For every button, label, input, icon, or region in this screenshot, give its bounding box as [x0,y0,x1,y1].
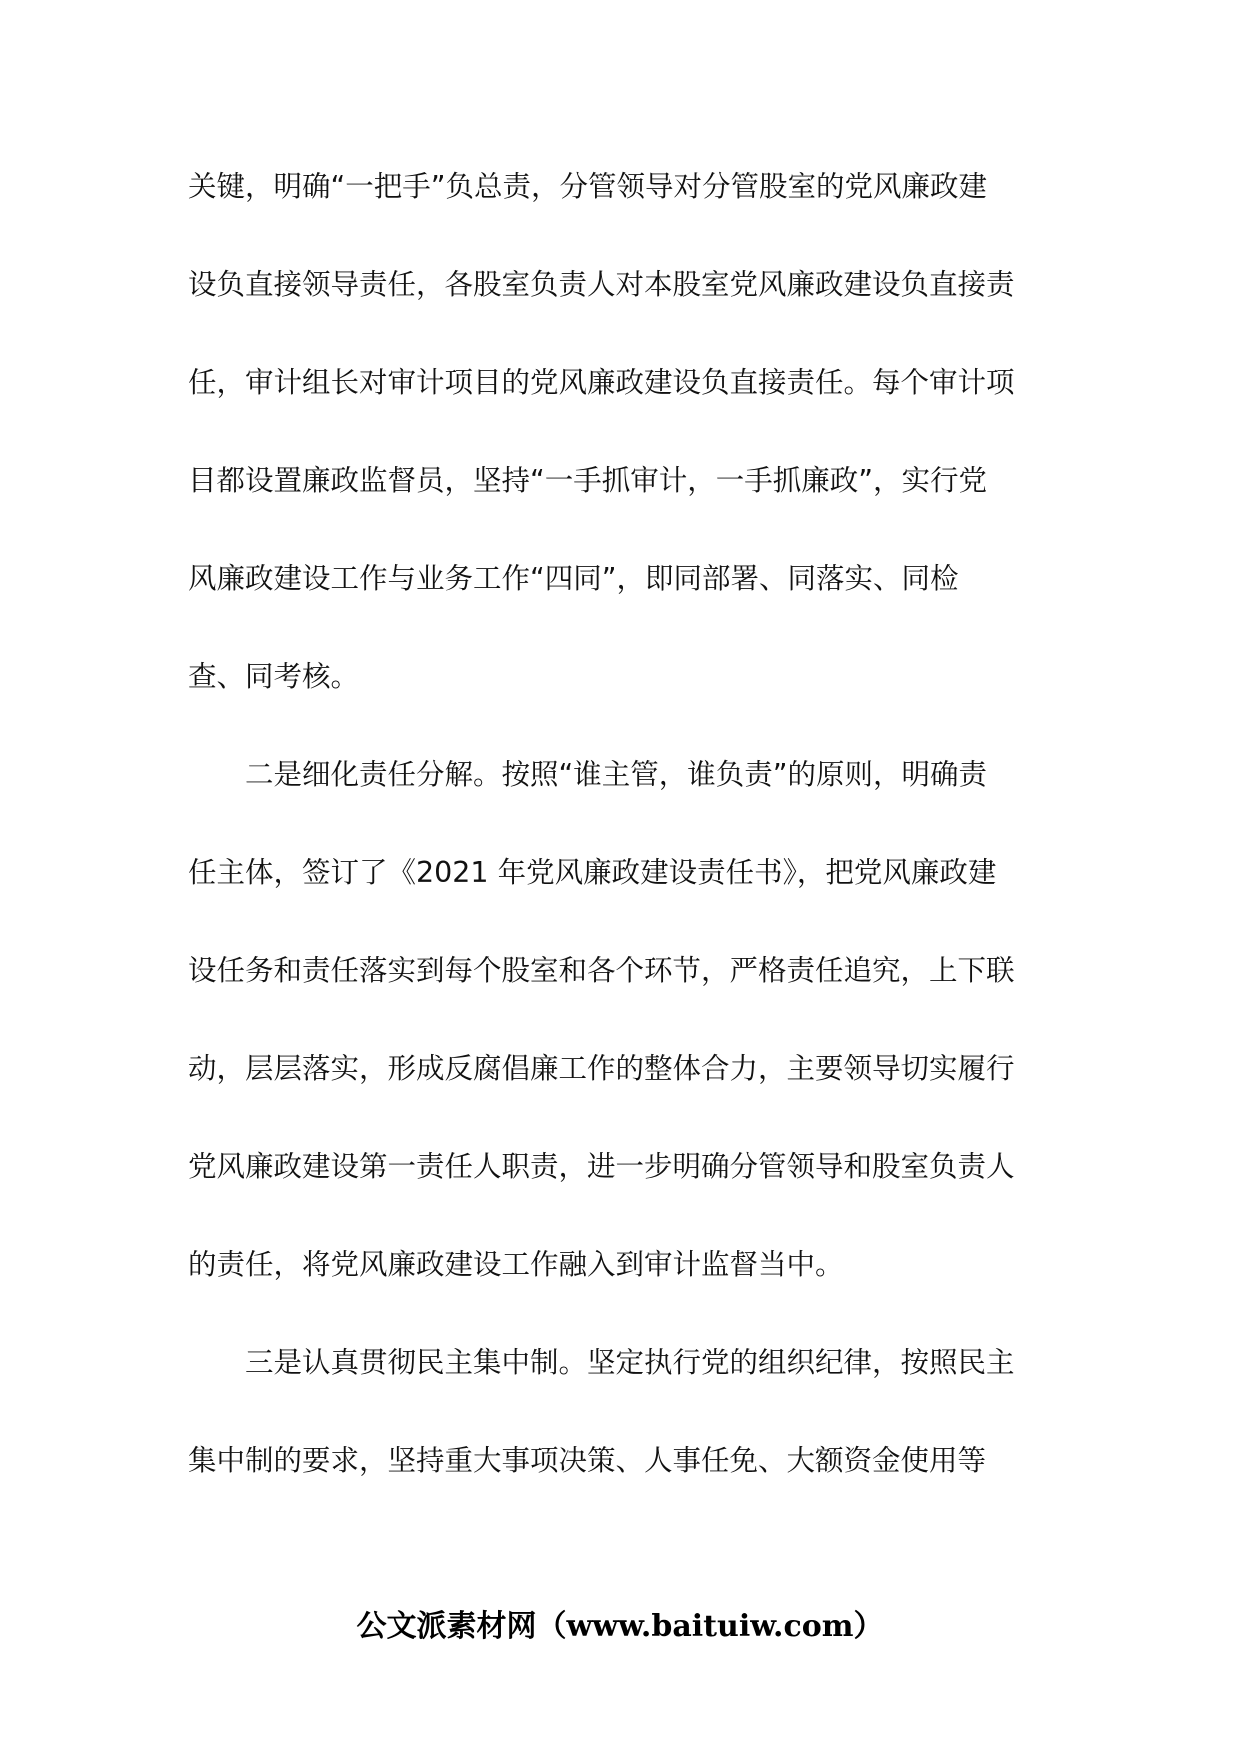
text-line: 设任务和责任落实到每个股室和各个环节，严格责任追究，上下联 [188,954,1015,987]
text-line: 二是细化责任分解。按照“谁主管，谁负责”的原则，明确责 [188,758,988,791]
text-line: 动，层层落实，形成反腐倡廉工作的整体合力，主要领导切实履行 [188,1052,1015,1085]
text-line: 风廉政建设工作与业务工作“四同”，即同部署、同落实、同检 [188,562,959,595]
text-line: 集中制的要求，坚持重大事项决策、人事任免、大额资金使用等 [188,1444,987,1477]
text-line: 任，审计组长对审计项目的党风廉政建设负直接责任。每个审计项 [188,366,1015,399]
footer-watermark: 公文派素材网（www.baituiw.com） [356,1609,884,1644]
text-line: 三是认真贯彻民主集中制。坚定执行党的组织纪律，按照民主 [188,1346,1015,1379]
text-line: 党风廉政建设第一责任人职责，进一步明确分管领导和股室负责人 [188,1150,1015,1183]
text-line: 任主体，签订了《2021 年党风廉政建设责任书》，把党风廉政建 [188,856,997,889]
text-line: 的责任，将党风廉政建设工作融入到审计监督当中。 [188,1248,844,1281]
text-line: 设负直接领导责任，各股室负责人对本股室党风廉政建设负直接责 [188,268,1015,301]
text-line: 查、同考核。 [188,660,360,693]
text-line: 关键，明确“一把手”负总责，分管领导对分管股室的党风廉政建 [188,170,988,203]
text-line: 目都设置廉政监督员，坚持“一手抓审计，一手抓廉政”，实行党 [188,464,988,497]
